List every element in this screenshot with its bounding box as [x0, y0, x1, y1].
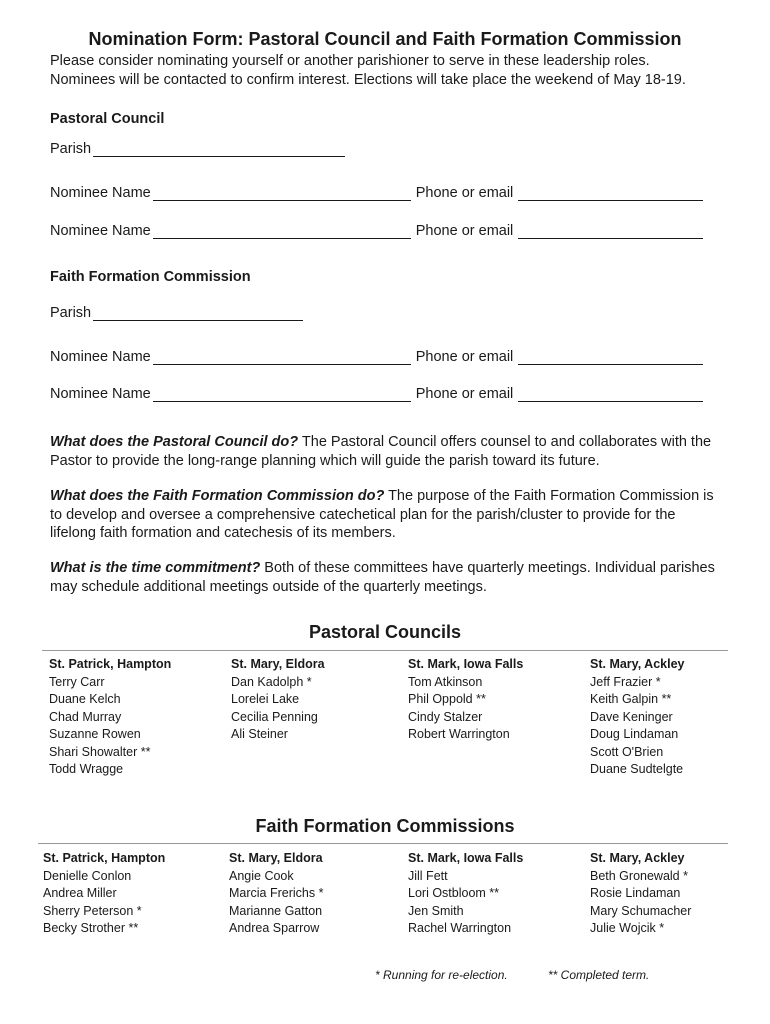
roster-column — [49, 656, 171, 779]
nominee-label: Nominee Name — [50, 185, 151, 201]
roster-column — [590, 850, 691, 938]
member-name: Jill Fett — [408, 868, 448, 883]
roster-column — [231, 656, 325, 744]
roster-column — [408, 656, 523, 744]
contact-label: Phone or email — [415, 185, 514, 201]
intro-line: Nominees will be contacted to confirm interest. Elections will take place the weekend of May 18-19. — [50, 72, 686, 88]
section-heading-pastoral-council: Pastoral Council — [50, 111, 165, 127]
roster-column — [590, 656, 685, 779]
member-name: Lorelei Lake — [231, 692, 300, 706]
roster-heading-pastoral-councils: Pastoral Councils — [308, 622, 462, 642]
nominee-row — [50, 223, 703, 239]
faq-question: What is the time commitment? — [50, 560, 261, 576]
member-name: Duane Sudtelgte — [590, 762, 684, 776]
member-name: Tom Atkinson — [408, 674, 483, 689]
member-name: Angie Cook — [229, 868, 294, 883]
contact-input-line[interactable] — [518, 350, 703, 365]
parish-input-line[interactable] — [93, 306, 303, 321]
nominee-label: Nominee Name — [50, 223, 151, 239]
contact-label: Phone or email — [415, 223, 514, 239]
member-name: Lori Ostbloom ** — [408, 886, 500, 900]
faq-answer: The purpose of the Faith Formation Commission is to develop and oversee a comprehensive catechetical plan for the parish/cluster to provide for the lifelong faith formation and catechesis of its members. — [50, 488, 714, 541]
parish-field — [50, 141, 345, 157]
parish-name: St. Patrick, Hampton — [49, 657, 172, 671]
member-name: Dave Keninger — [590, 709, 673, 724]
intro-line: Please consider nominating yourself or another parishioner to serve in these leadership roles. — [50, 53, 650, 69]
member-name: Terry Carr — [49, 674, 105, 689]
member-name: Scott O'Brien — [590, 744, 664, 759]
parish-name: St. Mary, Ackley — [590, 851, 685, 865]
footnote-running: * Running for re-election. — [375, 968, 508, 982]
parish-name: St. Mark, Iowa Falls — [408, 851, 524, 865]
member-name: Cecilia Penning — [231, 709, 318, 724]
contact-input-line[interactable] — [518, 186, 703, 201]
faq-time-commitment — [50, 559, 725, 596]
nominee-row — [50, 185, 703, 201]
divider — [42, 650, 728, 651]
roster-column — [408, 850, 523, 938]
member-name: Suzanne Rowen — [49, 727, 141, 741]
nominee-input-line[interactable] — [153, 350, 411, 365]
nominee-input-line[interactable] — [153, 186, 411, 201]
roster-column — [43, 850, 165, 938]
page-title: Nomination Form: Pastoral Council and Faith Formation Commission — [88, 29, 682, 49]
member-name: Duane Kelch — [49, 692, 121, 706]
parish-input-line[interactable] — [93, 142, 345, 157]
faq-question: What does the Pastoral Council do? — [50, 434, 299, 450]
member-name: Marcia Frerichs * — [229, 886, 324, 900]
roster-heading-faith-formation-commissions: Faith Formation Commissions — [255, 816, 515, 836]
roster-column — [229, 850, 323, 938]
member-name: Jen Smith — [408, 903, 464, 918]
member-name: Andrea Miller — [43, 886, 117, 900]
member-name: Jeff Frazier * — [590, 674, 661, 689]
faq-answer: The Pastoral Council offers counsel to and collaborates with the Pastor to provide the long-range planning which will guide the parish toward its future. — [50, 434, 712, 469]
nominee-row — [50, 386, 703, 402]
parish-field — [50, 305, 303, 321]
parish-name: St. Mary, Eldora — [231, 657, 325, 671]
parish-label: Parish — [50, 141, 92, 157]
member-name: Mary Schumacher — [590, 903, 692, 918]
member-name: Robert Warrington — [408, 727, 510, 741]
faq-faith-formation — [50, 487, 725, 543]
nominee-input-line[interactable] — [153, 387, 411, 402]
member-name: Denielle Conlon — [43, 868, 132, 883]
nominee-input-line[interactable] — [153, 224, 411, 239]
parish-name: St. Mark, Iowa Falls — [408, 657, 524, 671]
faq-question: What does the Faith Formation Commission do? — [50, 488, 385, 504]
faq-answer: Both of these committees have quarterly meetings. Individual parishes may schedule additional meetings outside of the quarterly meetings. — [50, 560, 715, 595]
divider — [38, 843, 728, 844]
member-name: Chad Murray — [49, 709, 122, 724]
member-name: Dan Kadolph * — [231, 674, 312, 689]
contact-label: Phone or email — [415, 386, 514, 402]
member-name: Andrea Sparrow — [229, 921, 320, 935]
member-name: Shari Showalter ** — [49, 744, 151, 759]
contact-input-line[interactable] — [518, 387, 703, 402]
section-heading-faith-formation: Faith Formation Commission — [50, 269, 251, 285]
nominee-row — [50, 349, 703, 365]
member-name: Keith Galpin ** — [590, 692, 672, 706]
member-name: Julie Wojcik * — [590, 921, 665, 935]
intro-text — [50, 52, 750, 90]
member-name: Cindy Stalzer — [408, 709, 483, 724]
member-name: Phil Oppold ** — [408, 692, 486, 706]
member-name: Beth Gronewald * — [590, 868, 688, 883]
nominee-label: Nominee Name — [50, 386, 151, 402]
footnote-completed: ** Completed term. — [548, 968, 650, 982]
parish-label: Parish — [50, 305, 92, 321]
member-name: Todd Wragge — [49, 762, 124, 776]
parish-name: St. Patrick, Hampton — [43, 851, 166, 865]
member-name: Ali Steiner — [231, 727, 288, 741]
member-name: Becky Strother ** — [43, 921, 139, 935]
parish-name: St. Mary, Eldora — [229, 851, 323, 865]
member-name: Rachel Warrington — [408, 921, 512, 935]
member-name: Doug Lindaman — [590, 727, 679, 741]
member-name: Rosie Lindaman — [590, 886, 681, 900]
faq-pastoral-council — [50, 433, 725, 470]
nominee-label: Nominee Name — [50, 349, 151, 365]
contact-label: Phone or email — [415, 349, 514, 365]
member-name: Marianne Gatton — [229, 903, 323, 918]
member-name: Sherry Peterson * — [43, 903, 142, 918]
parish-name: St. Mary, Ackley — [590, 657, 685, 671]
contact-input-line[interactable] — [518, 224, 703, 239]
